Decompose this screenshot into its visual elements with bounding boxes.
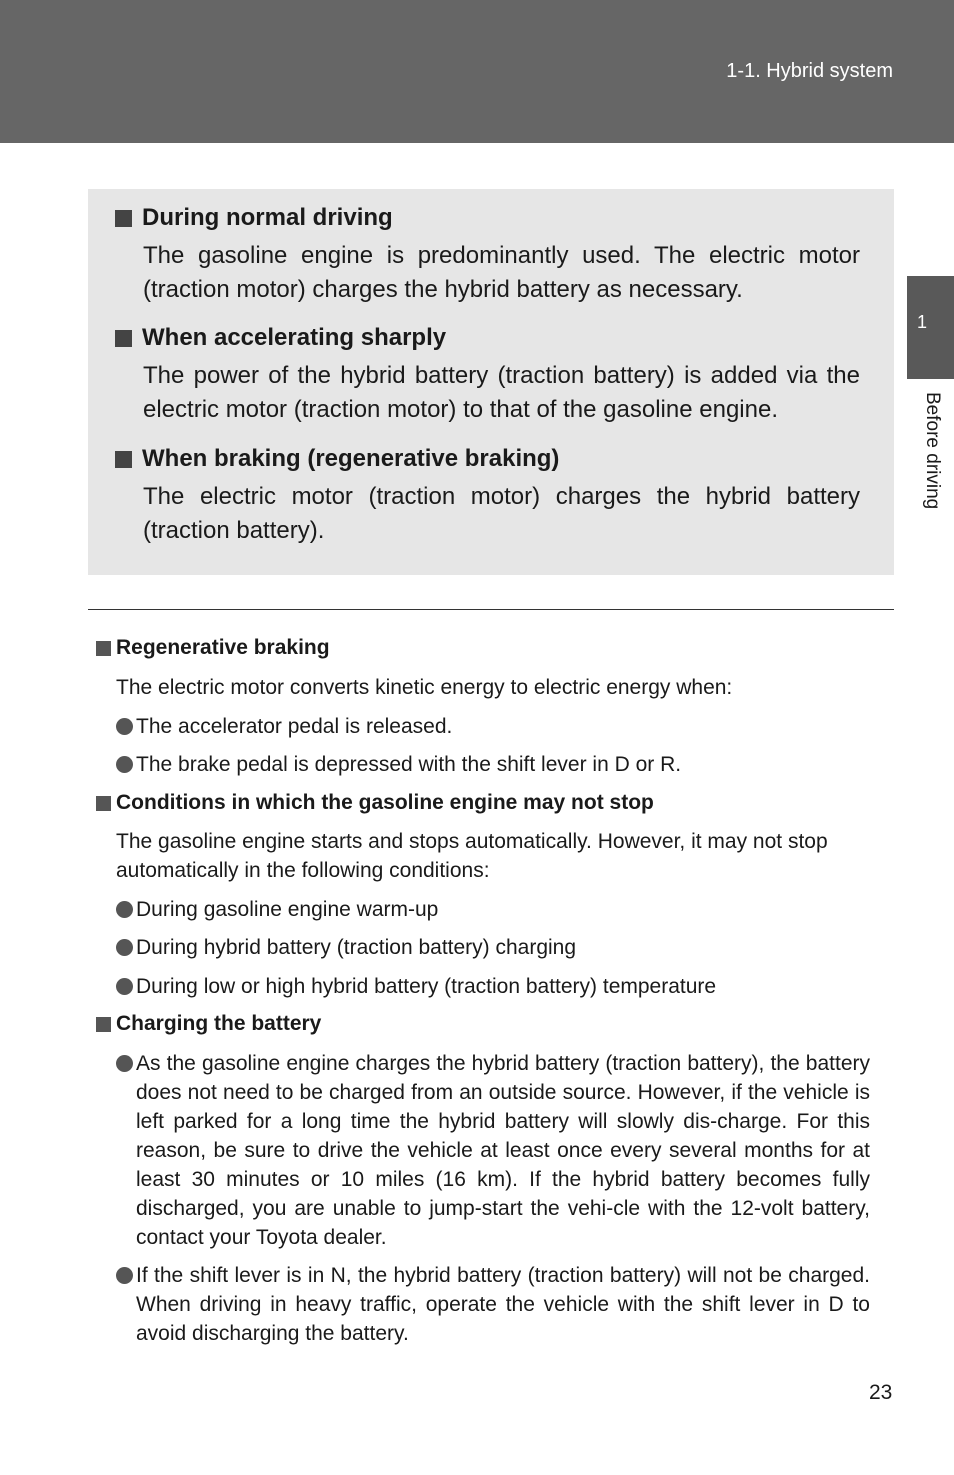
box-body: The power of the hybrid battery (traction battery) is added via the electric motor (traction motor) to that of the gasoline engine. [143, 362, 860, 423]
section-title: 1-1. Hybrid system [726, 60, 893, 82]
list-item: During low or high hybrid battery (traction battery) temperature [116, 972, 870, 1001]
note-heading-regen: Regenerative braking [96, 635, 330, 661]
box-body: The electric motor (traction motor) charges the hybrid battery (traction battery). [143, 483, 860, 544]
divider [88, 609, 894, 610]
square-bullet-icon [96, 1017, 111, 1032]
box-section-braking [115, 444, 860, 548]
chapter-number: 1 [917, 312, 928, 332]
list-item: As the gasoline engine charges the hybrid battery (traction battery), the battery does not need to be charged from an outside source. However, if the vehicle is left parked for a long time the hybrid battery will slowly dis-charge. For this reason, be sure to drive the vehicle at least once every several months for at least 30 minutes or 10 miles (16 km). If the hybrid battery becomes fully discharged, you are unable to jump-start the vehi-cle with the 12-volt battery, contact your Toyota dealer. [116, 1049, 870, 1252]
note-text: The gasoline engine starts and stops automatically. However, it may not stop automatically in the following conditions: [116, 830, 828, 882]
square-bullet-icon [96, 641, 111, 656]
list-item: During hybrid battery (traction battery) charging [116, 933, 870, 962]
round-bullet-icon [116, 939, 133, 956]
list-item: The accelerator pedal is released. [116, 712, 870, 741]
round-bullet-icon [116, 1055, 133, 1072]
box-body: The gasoline engine is predominantly used. The electric motor (traction motor) charges the hybrid battery as necessary. [143, 242, 860, 303]
box-section-normal-driving [115, 203, 860, 307]
list-item: During gasoline engine warm-up [116, 895, 870, 924]
box-heading: During normal driving [115, 203, 860, 233]
chapter-label: Before driving [922, 392, 943, 510]
box-section-accelerating [115, 323, 860, 427]
note-heading-conditions: Conditions in which the gasoline engine may not stop [96, 790, 654, 816]
chapter-tab [907, 276, 954, 379]
round-bullet-icon [116, 756, 133, 773]
list-item: The brake pedal is depressed with the shift lever in D or R. [116, 750, 870, 779]
round-bullet-icon [116, 718, 133, 735]
round-bullet-icon [116, 978, 133, 995]
square-bullet-icon [115, 451, 132, 468]
square-bullet-icon [115, 210, 132, 227]
note-text: The electric motor converts kinetic energy to electric energy when: [116, 676, 733, 699]
square-bullet-icon [115, 330, 132, 347]
round-bullet-icon [116, 1267, 133, 1284]
note-heading-charging: Charging the battery [96, 1011, 321, 1037]
box-heading: When accelerating sharply [115, 323, 860, 353]
page-header [0, 0, 954, 143]
box-heading: When braking (regenerative braking) [115, 444, 860, 474]
square-bullet-icon [96, 796, 111, 811]
page-number: 23 [869, 1381, 893, 1404]
list-item: If the shift lever is in N, the hybrid battery (traction battery) will not be charged. When driving in heavy traffic, operate the vehicle with the shift lever in D to avoid discharging the battery. [116, 1261, 870, 1348]
round-bullet-icon [116, 901, 133, 918]
